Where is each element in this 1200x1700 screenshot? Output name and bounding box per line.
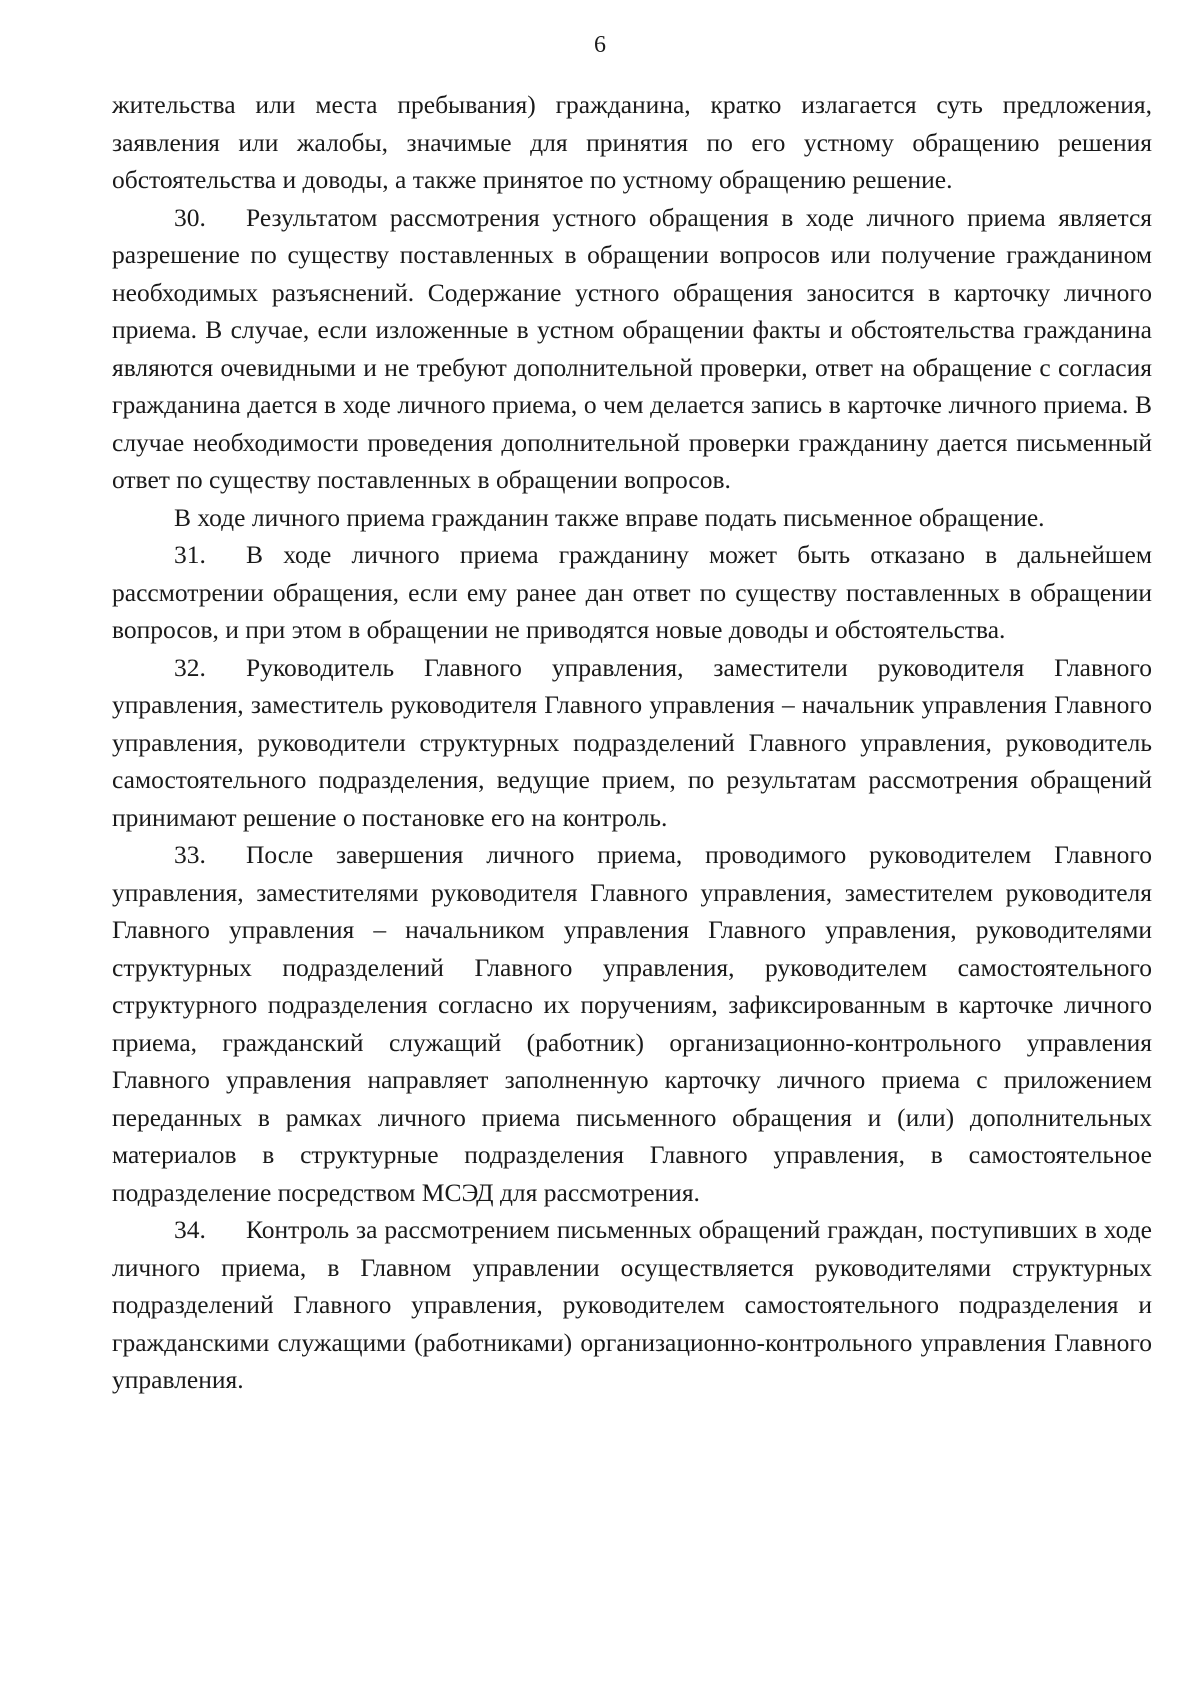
paragraph-30 xyxy=(112,199,1152,499)
paragraph-31 xyxy=(112,536,1152,649)
paragraph-32 xyxy=(112,649,1152,837)
paragraph-text: жительства или места пребывания) гражданина, кратко излагается суть предложения, заявления или жалобы, значимые для принятия по его устному обращению решения обстоятельства и доводы, а также принятое по устному обращению решение. xyxy=(112,90,1152,194)
paragraph-number: 31. xyxy=(174,540,206,569)
paragraph-number: 32. xyxy=(174,652,206,682)
paragraph-text: Руководитель Главного управления, заместители руководителя Главного управления, заместитель руководителя Главного управления – начальник управления Главного управления, руководители структурных подразделений Главного управления, руководитель самостоятельного подразделения, ведущие прием, по результатам рассмотрения обращений принимают решение о постановке его на контроль. xyxy=(112,652,1152,832)
paragraph-number: 34. xyxy=(174,1215,206,1244)
paragraph-continuation xyxy=(112,86,1152,199)
page-number: 6 xyxy=(594,32,606,58)
paragraph-number: 33. xyxy=(174,840,206,869)
paragraph-text: После завершения личного приема, проводимого руководителем Главного управления, заместителями руководителя Главного управления, заместителем руководителя Главного управления – начальником управления Главного управления, руководителями структурных подразделений Главного управления, руководителем самостоятельного структурного подразделения согласно их поручениям, зафиксированным в карточке личного приема, гражданский служащий (работник) организационно-контрольного управления Главного управления направляет заполненную карточку личного приема с приложением переданных в рамках личного приема письменного обращения и (или) дополнительных материалов в структурные подразделения Главного управления, в самостоятельное подразделение посредством МСЭД для рассмотрения. xyxy=(112,840,1152,1207)
paragraph-number: 30. xyxy=(174,202,206,232)
paragraph-34 xyxy=(112,1211,1152,1399)
paragraph-text: В ходе личного приема гражданин также вправе подать письменное обращение. xyxy=(174,502,1045,532)
document-body xyxy=(112,86,1152,1399)
paragraph-written-appeal xyxy=(112,499,1152,537)
paragraph-text: В ходе личного приема гражданину может быть отказано в дальнейшем рассмотрении обращения, если ему ранее дан ответ по существу поставленных в обращении вопросов, и при этом в обращении не приводятся новые доводы и обстоятельства. xyxy=(112,540,1152,644)
paragraph-text: Результатом рассмотрения устного обращения в ходе личного приема является разрешение по существу поставленных в обращении вопросов или получение гражданином необходимых разъяснений. Содержание устного обращения заносится в карточку личного приема. В случае, если изложенные в устном обращении факты и обстоятельства гражданина являются очевидными и не требуют дополнительной проверки, ответ на обращение с согласия гражданина дается в ходе личного приема, о чем делается запись в карточке личного приема. В случае необходимости проведения дополнительной проверки гражданину дается письменный ответ по существу поставленных в обращении вопросов. xyxy=(112,202,1152,494)
paragraph-33 xyxy=(112,836,1152,1211)
paragraph-text: Контроль за рассмотрением письменных обращений граждан, поступивших в ходе личного приема, в Главном управлении осуществляется руководителями структурных подразделений Главного управления, руководителем самостоятельного подразделения и гражданскими служащими (работниками) организационно-контрольного управления Главного управления. xyxy=(112,1215,1152,1394)
